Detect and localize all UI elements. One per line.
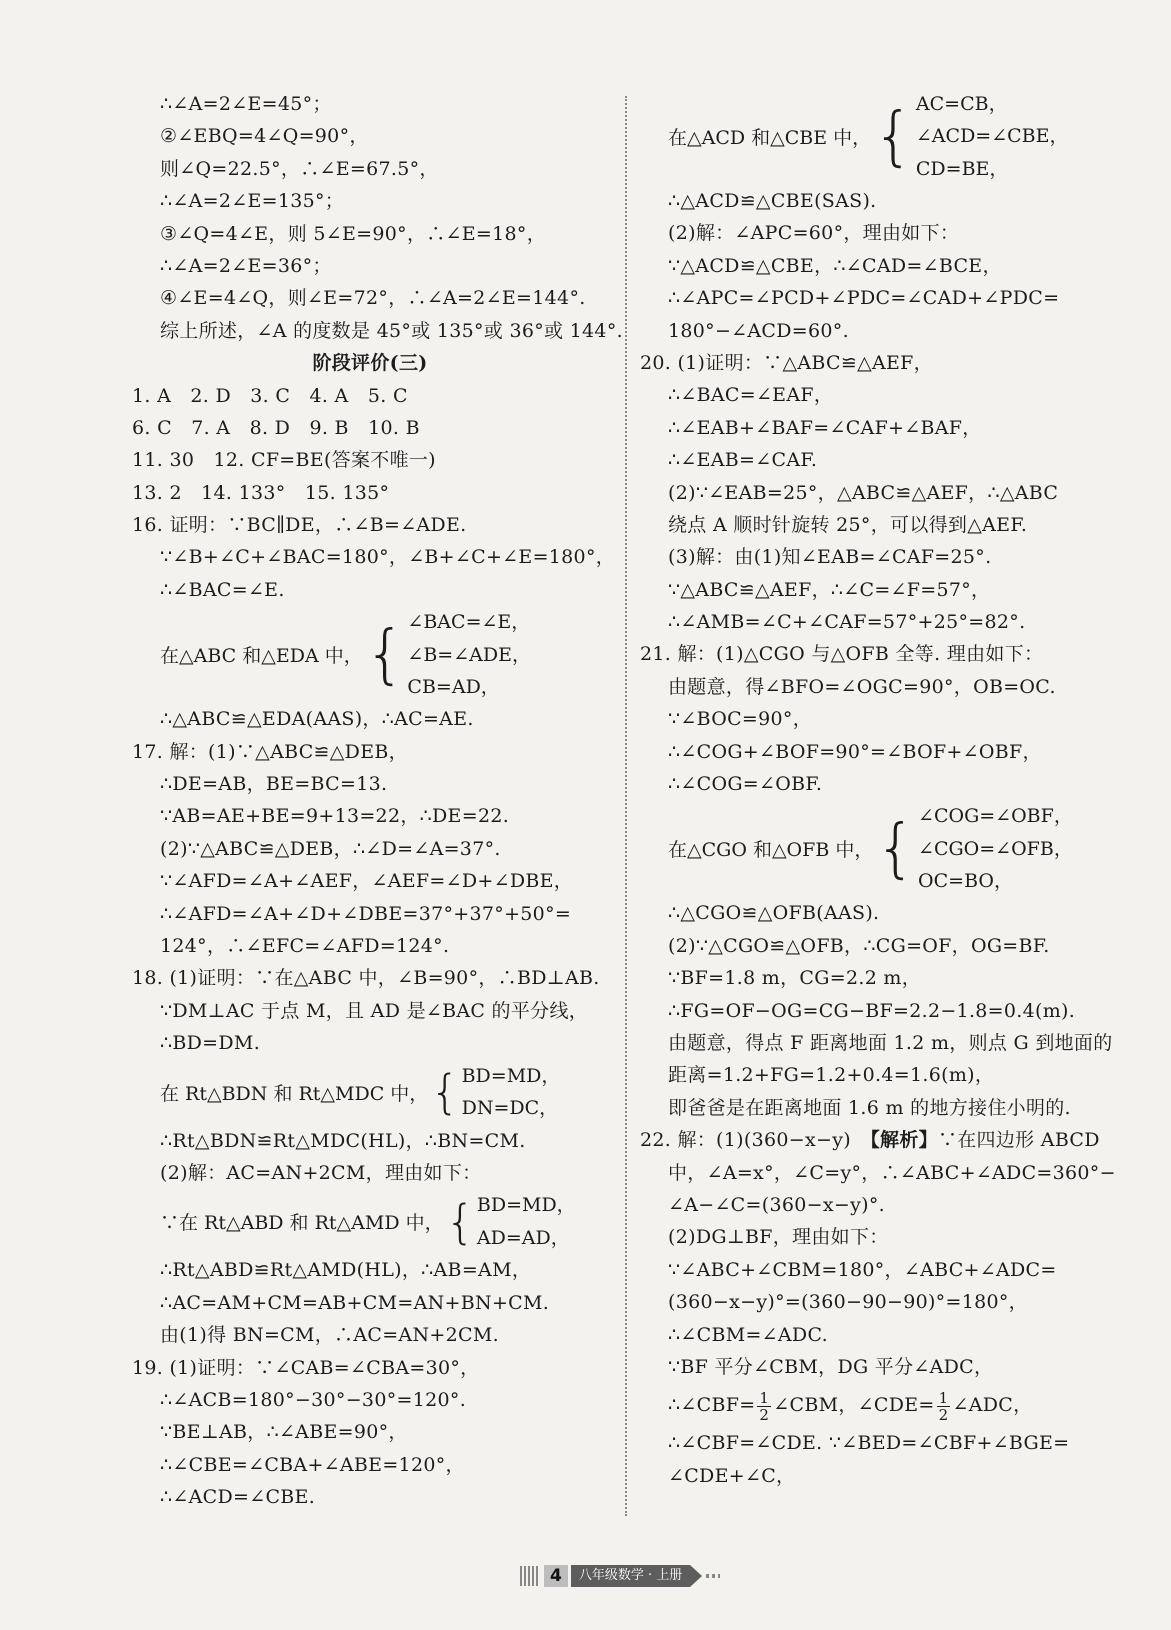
problem-17-line: ∴∠AFD=∠A+∠D+∠DBE=37°+37°+50°= [160,902,572,925]
fraction [757,1390,771,1423]
system-equations [407,606,531,703]
brace-icon: { [430,1065,460,1120]
page-footer [520,1563,720,1589]
book-title: 八年级数学 · 上册 [571,1565,690,1587]
problem-21-line: ∵BF=1.8 m，CG=2.2 m， [668,967,922,990]
problem-20-line: 20. (1)证明：∵△ABC≌△AEF， [640,351,933,374]
problem-19-line: ∵△ACD≌△CBE，∴∠CAD=∠BCE， [668,254,1002,277]
equation: DN=DC， [461,1097,559,1120]
fraction [937,1390,951,1423]
system-lead: 在 Rt△BDN 和 Rt△MDC 中， [160,1082,429,1105]
problem-19-line: ∴∠ACB=180°−30°−30°=120°. [160,1388,467,1411]
problem-20-line: (3)解：由(1)知∠EAB=∠CAF=25°. [668,546,992,569]
problem-20-line: ∴∠EAB=∠CAF. [668,449,818,472]
problem-22-line: (360−x−y)°=(360−90−90)°=180°， [668,1291,1028,1314]
system-equations [477,1189,576,1254]
problem-21-line: ∴∠COG=∠OBF. [668,773,823,796]
system-equations [916,88,1069,185]
problem-21-line: ∵∠BOC=90°， [668,708,813,731]
problem-17-line: 17. 解：(1)∵△ABC≌△DEB， [132,740,408,763]
problem-17-line: ∵AB=AE+BE=9+13=22，∴DE=22. [160,805,510,828]
problem-22-line: ∵BF 平分∠CBM，DG 平分∠ADC， [668,1355,994,1378]
problem-21-line: ∴△CGO≌△OFB(AAS). [668,902,880,925]
page-number: 4 [544,1565,568,1587]
system-lead: ∵在 Rt△ABD 和 Rt△AMD 中， [160,1212,444,1235]
equation-system [132,1060,608,1125]
equation: ∠CGO=∠OFB， [918,837,1073,860]
problem-19-line: 180°−∠ACD=60°. [668,319,849,342]
problem-22-line: ∠A−∠C=(360−x−y)°. [668,1193,885,1216]
problem-20-line: 绕点 A 顺时针旋转 25°，可以得到△AEF. [668,513,1028,536]
problem-21-line: ∴∠COG+∠BOF=90°=∠BOF+∠OBF， [668,740,1042,763]
problem-19-line: ∴∠APC=∠PCD+∠PDC=∠CAD+∠PDC= [668,287,1060,310]
equation-system [640,800,1120,897]
answer-row: 6. C 7. A 8. D 9. B 10. B [132,416,420,439]
problem-18-line: (2)解：AC=AN+2CM，理由如下： [160,1161,482,1184]
problem-22-line: ∴∠CBF=∠CDE. ∵∠BED=∠CBF+∠BGE= [668,1432,1070,1455]
problem-16-line: 16. 证明：∵BC∥DE，∴∠B=∠ADE. [132,514,467,537]
problem-19-line: ∴∠CBE=∠CBA+∠ABE=120°， [160,1453,465,1476]
problem-20-line: (2)∵∠EAB=25°，△ABC≌△AEF，∴△ABC [668,481,1059,504]
stripe-decoration-icon [520,1566,540,1586]
answer-row: 1. A 2. D 3. C 4. A 5. C [132,384,408,407]
arrow-icon [690,1565,702,1587]
fraction-denominator: 2 [759,1405,770,1424]
problem-21-line: 即爸爸是在距离地面 1.6 m 的地方接住小明的. [668,1096,1071,1119]
equation: AC=CB， [915,92,1008,115]
dots-decoration-icon [706,1574,720,1578]
problem-16-line: ∴△ABC≌△EDA(AAS)，∴AC=AE. [160,708,474,731]
line-text: 22. 解：(1)(360−x−y) [640,1129,871,1152]
equation: ∠COG=∠OBF， [918,805,1073,828]
problem-20-line: ∴∠EAB+∠BAF=∠CAF+∠BAF， [668,416,982,439]
equation: BD=MD， [461,1064,561,1087]
problem-20-line: ∵△ABC≌△AEF，∴∠C=∠F=57°， [668,578,991,601]
line-text: ∠ADC， [952,1394,1033,1417]
left-column [132,88,623,1513]
fraction-numerator: 1 [759,1388,770,1407]
text-line: ∴∠A=2∠E=135°； [160,190,345,213]
fraction-numerator: 1 [938,1388,949,1407]
problem-18-line: ∴AC=AM+CM=AB+CM=AN+BN+CM. [160,1291,550,1314]
text-line: ③∠Q=4∠E，则 5∠E=90°，∴∠E=18°， [160,222,547,245]
text-line: ∴∠A=2∠E=36°； [160,254,332,277]
analysis-tag: 【解析】 [870,1129,938,1152]
problem-16-line: ∵∠B+∠C+∠BAC=180°，∠B+∠C+∠E=180°， [160,546,616,569]
equation: ∠B=∠ADE， [407,643,531,666]
brace-icon: { [873,99,914,174]
system-lead: 在△ACD 和△CBE 中， [668,127,872,149]
text-line: 则∠Q=22.5°，∴∠E=67.5°， [160,157,439,180]
problem-21-line: ∴FG=OF−OG=CG−BF=2.2−1.8=0.4(m). [668,999,1076,1022]
equation: OC=BO， [918,870,1013,893]
problem-22-line: (2)DG⊥BF，理由如下： [668,1226,889,1249]
problem-16-line: ∴∠BAC=∠E. [160,578,285,601]
problem-21-line: 21. 解：(1)△CGO 与△OFB 全等. 理由如下： [640,643,1044,666]
right-column [640,88,1120,1492]
answer-row: 11. 30 12. CF=BE(答案不唯一) [132,449,436,472]
brace-icon: { [364,617,406,692]
problem-22-line [640,1124,1120,1156]
equation: ∠BAC=∠E， [407,611,531,634]
problem-18-line: ∴Rt△BDN≌Rt△MDC(HL)，∴BN=CM. [160,1129,526,1152]
problem-17-line: (2)∵△ABC≌△DEB，∴∠D=∠A=37°. [160,837,501,860]
problem-17-line: ∴DE=AB，BE=BC=13. [160,773,388,796]
problem-19-line: ∵BE⊥AB，∴∠ABE=90°， [160,1421,408,1444]
equation: ∠ACD=∠CBE， [915,125,1069,148]
problem-20-line: ∴∠BAC=∠EAF， [668,384,834,407]
system-equations [918,800,1073,897]
column-divider [625,96,627,1516]
text-line: ④∠E=4∠Q，则∠E=72°，∴∠A=2∠E=144°. [160,287,586,310]
brace-icon: { [875,811,917,886]
section-title: 阶段评价(三) [312,352,428,375]
system-lead: 在△ABC 和△EDA 中， [160,645,363,668]
system-lead: 在△CGO 和△OFB 中， [668,839,874,862]
line-text: ∵在四边形 ABCD [937,1129,1100,1152]
problem-17-line: ∵∠AFD=∠A+∠AEF，∠AEF=∠D+∠DBE， [160,870,574,893]
problem-19-line: ∴∠ACD=∠CBE. [160,1486,316,1509]
fraction-denominator: 2 [938,1405,949,1424]
text-line: 综上所述，∠A 的度数是 45°或 135°或 36°或 144°. [160,319,623,342]
problem-19-line: 19. (1)证明：∵∠CAB=∠CBA=30°， [132,1356,480,1379]
problem-21-line: 距离=1.2+FG=1.2+0.4=1.6(m)， [668,1064,995,1087]
problem-22-line: ∠CDE+∠C， [668,1464,796,1487]
equation-system [132,606,608,703]
equation: AD=AD， [476,1226,570,1249]
problem-18-line: 由(1)得 BN=CM，∴AC=AN+2CM. [160,1324,499,1347]
answer-row: 13. 2 14. 133° 15. 135° [132,481,390,504]
problem-22-line: 中，∠A=x°，∠C=y°，∴∠ABC+∠ADC=360°− [668,1161,1116,1184]
text-line: ∴∠A=2∠E=45°； [160,93,332,115]
problem-22-line [640,1383,1120,1427]
problem-18-line: ∴Rt△ABD≌Rt△AMD(HL)，∴AB=AM， [160,1259,532,1282]
problem-18-line: ∵DM⊥AC 于点 M，且 AD 是∠BAC 的平分线， [160,999,589,1022]
problem-20-line: ∴∠AMB=∠C+∠CAF=57°+25°=82°. [668,611,1026,634]
problem-21-line: 由题意，得∠BFO=∠OGC=90°，OB=OC. [668,675,1056,698]
problem-21-line: (2)∵△CGO≌△OFB，∴CG=OF，OG=BF. [668,934,1050,957]
brace-icon: { [445,1194,475,1249]
problem-17-line: 124°，∴∠EFC=∠AFD=124°. [160,934,450,957]
problem-22-line: ∵∠ABC+∠CBM=180°，∠ABC+∠ADC= [668,1258,1057,1281]
text-line: ②∠EBQ=4∠Q=90°， [160,125,369,148]
line-text: ∠CBM，∠CDE= [773,1394,935,1417]
line-text: ∴∠CBF= [668,1394,756,1417]
problem-19-line: ∴△ACD≌△CBE(SAS). [668,190,877,212]
equation: BD=MD， [476,1194,576,1217]
problem-18-line: 18. (1)证明：∵在△ABC 中，∠B=90°，∴BD⊥AB. [132,967,600,990]
problem-18-line: ∴BD=DM. [160,1032,261,1055]
problem-19-line: (2)解：∠APC=60°，理由如下： [668,222,960,245]
problem-22-line: ∴∠CBM=∠ADC. [668,1323,828,1346]
equation: CD=BE， [915,157,1009,180]
equation-system [132,1189,608,1254]
equation-system [640,88,1120,185]
problem-21-line: 由题意，得点 F 距离地面 1.2 m，则点 G 到地面的 [668,1031,1113,1054]
equation: CB=AD， [407,675,500,698]
system-equations [462,1060,561,1125]
